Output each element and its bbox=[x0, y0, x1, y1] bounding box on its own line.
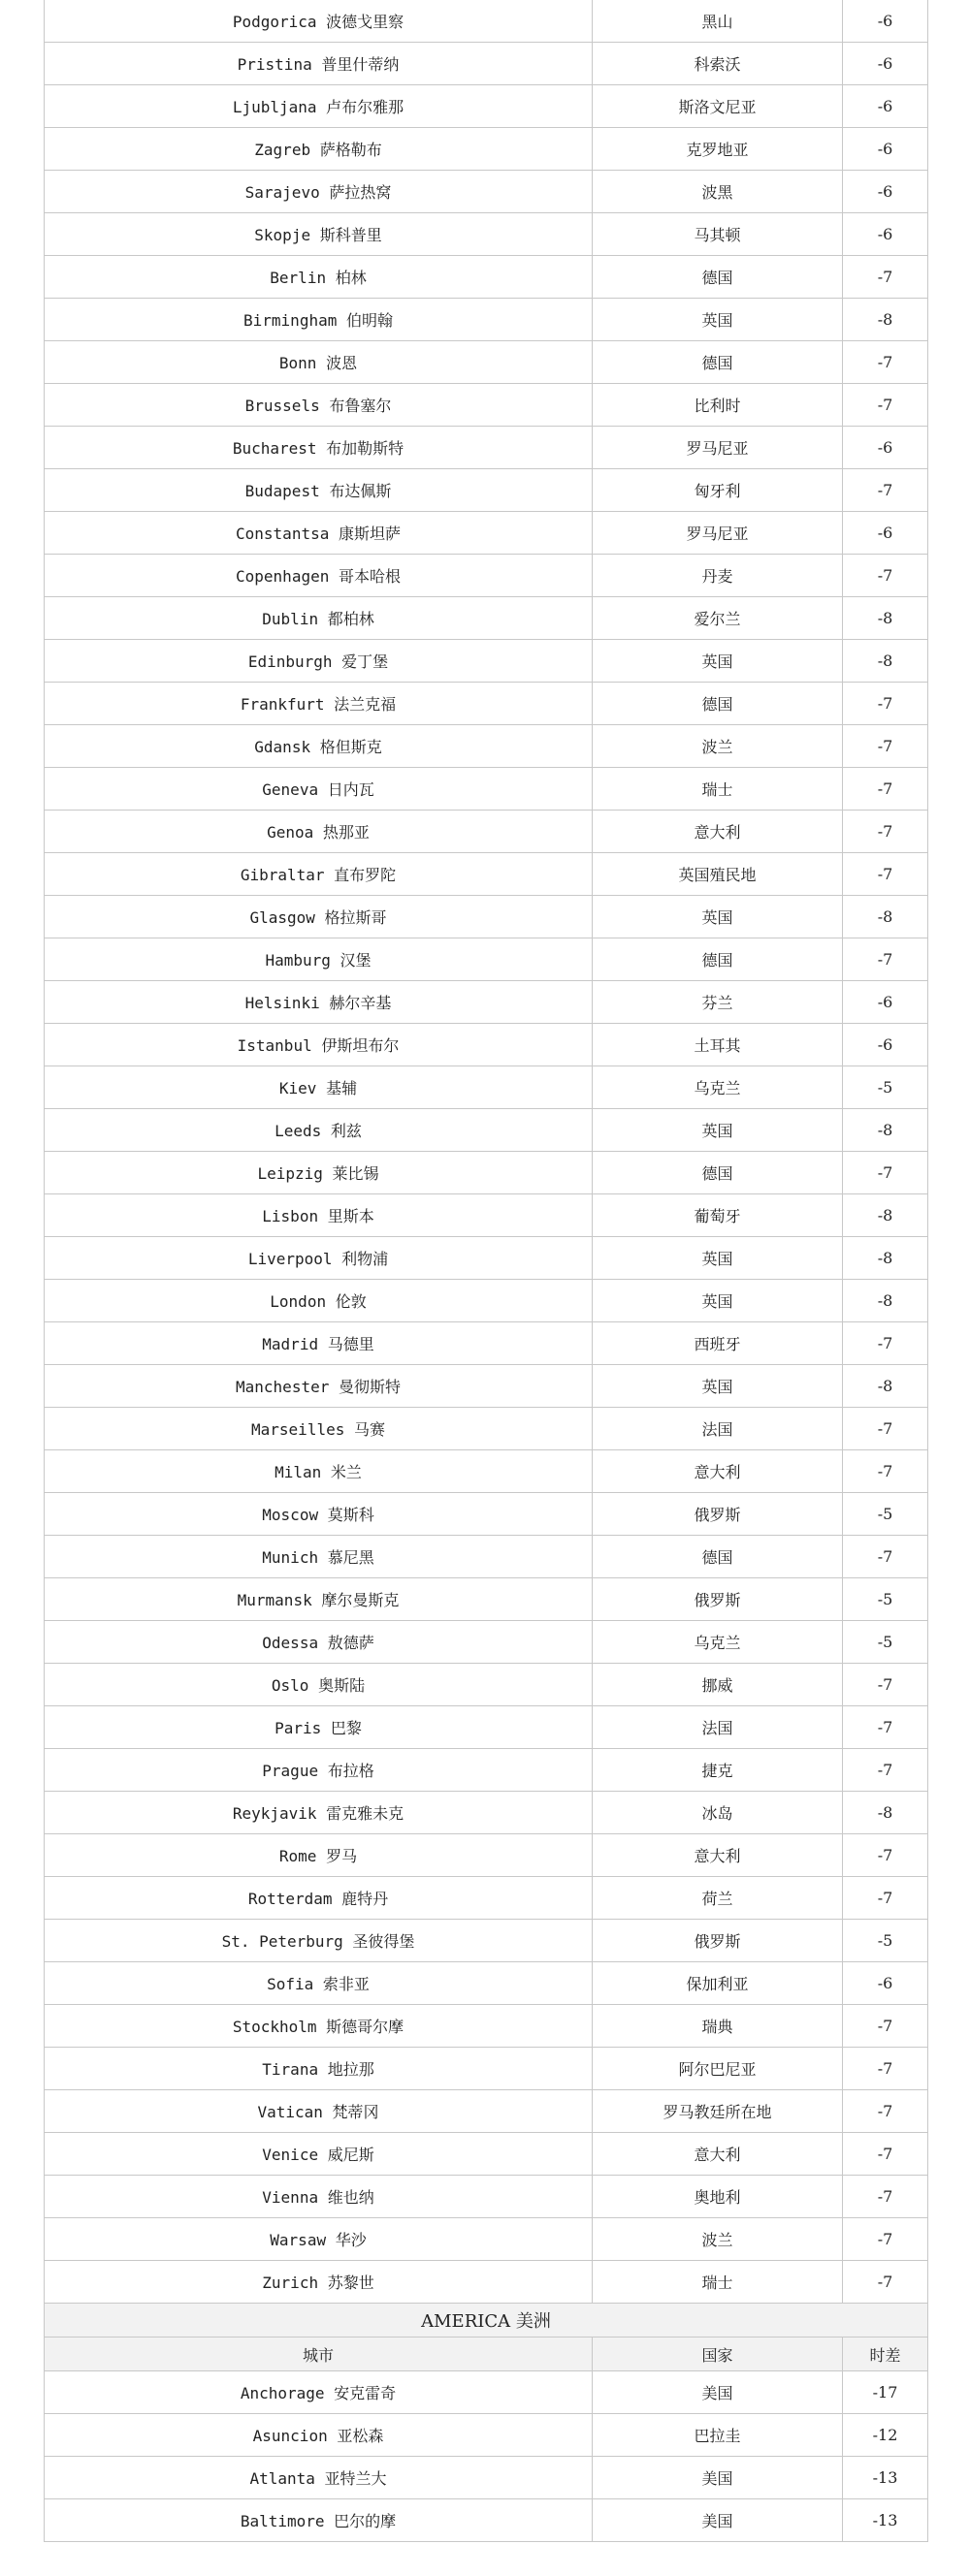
city-cell: Sarajevo 萨拉热窝 bbox=[45, 171, 593, 213]
city-cell: Liverpool 利物浦 bbox=[45, 1237, 593, 1280]
country-cell: 丹麦 bbox=[593, 555, 843, 597]
time-diff-cell: -7 bbox=[843, 1408, 928, 1450]
table-row bbox=[45, 1493, 928, 1536]
city-cell: Leipzig 莱比锡 bbox=[45, 1152, 593, 1194]
time-diff-cell: -7 bbox=[843, 725, 928, 768]
header-city: 城市 bbox=[45, 2337, 593, 2371]
city-cell: Podgorica 波德戈里察 bbox=[45, 0, 593, 43]
table-row bbox=[45, 43, 928, 85]
time-diff-cell: -5 bbox=[843, 1066, 928, 1109]
table-row bbox=[45, 427, 928, 469]
country-cell: 瑞士 bbox=[593, 768, 843, 811]
time-diff-cell: -6 bbox=[843, 981, 928, 1024]
city-cell: Birmingham 伯明翰 bbox=[45, 299, 593, 341]
country-cell: 保加利亚 bbox=[593, 1962, 843, 2005]
country-cell: 挪威 bbox=[593, 1664, 843, 1706]
country-cell: 波兰 bbox=[593, 725, 843, 768]
time-diff-cell: -8 bbox=[843, 1237, 928, 1280]
city-cell: Lisbon 里斯本 bbox=[45, 1194, 593, 1237]
table-row bbox=[45, 1706, 928, 1749]
table-row bbox=[45, 768, 928, 811]
table-row bbox=[45, 1920, 928, 1962]
country-cell: 斯洛文尼亚 bbox=[593, 85, 843, 128]
country-cell: 英国殖民地 bbox=[593, 853, 843, 896]
country-cell: 英国 bbox=[593, 896, 843, 938]
city-cell: Anchorage 安克雷奇 bbox=[45, 2371, 593, 2414]
city-cell: Edinburgh 爱丁堡 bbox=[45, 640, 593, 683]
table-row bbox=[45, 1536, 928, 1578]
column-header-row bbox=[45, 2337, 928, 2371]
country-cell: 意大利 bbox=[593, 1450, 843, 1493]
country-cell: 马其顿 bbox=[593, 213, 843, 256]
country-cell: 瑞典 bbox=[593, 2005, 843, 2048]
time-diff-cell: -6 bbox=[843, 1024, 928, 1066]
city-cell: Zurich 苏黎世 bbox=[45, 2261, 593, 2304]
section-title: AMERICA 美洲 bbox=[45, 2304, 928, 2337]
country-cell: 波黑 bbox=[593, 171, 843, 213]
table-row bbox=[45, 1237, 928, 1280]
time-diff-cell: -7 bbox=[843, 341, 928, 384]
time-diff-cell: -7 bbox=[843, 1536, 928, 1578]
country-cell: 爱尔兰 bbox=[593, 597, 843, 640]
city-cell: Bucharest 布加勒斯特 bbox=[45, 427, 593, 469]
city-cell: London 伦敦 bbox=[45, 1280, 593, 1322]
table-row bbox=[45, 1024, 928, 1066]
city-cell: Zagreb 萨格勒布 bbox=[45, 128, 593, 171]
table-row bbox=[45, 341, 928, 384]
table-row bbox=[45, 256, 928, 299]
country-cell: 芬兰 bbox=[593, 981, 843, 1024]
city-cell: Brussels 布鲁塞尔 bbox=[45, 384, 593, 427]
time-diff-cell: -7 bbox=[843, 1664, 928, 1706]
table-row bbox=[45, 2371, 928, 2414]
time-diff-cell: -6 bbox=[843, 1962, 928, 2005]
time-diff-cell: -7 bbox=[843, 2090, 928, 2133]
table-row bbox=[45, 1664, 928, 1706]
time-diff-cell: -8 bbox=[843, 1109, 928, 1152]
america-header-group bbox=[45, 2304, 928, 2371]
header-country: 国家 bbox=[593, 2337, 843, 2371]
city-cell: Munich 慕尼黑 bbox=[45, 1536, 593, 1578]
table-row bbox=[45, 1152, 928, 1194]
table-row bbox=[45, 1408, 928, 1450]
country-cell: 克罗地亚 bbox=[593, 128, 843, 171]
city-cell: Warsaw 华沙 bbox=[45, 2218, 593, 2261]
country-cell: 奥地利 bbox=[593, 2176, 843, 2218]
city-cell: Marseilles 马赛 bbox=[45, 1408, 593, 1450]
time-diff-cell: -5 bbox=[843, 1621, 928, 1664]
country-cell: 意大利 bbox=[593, 811, 843, 853]
city-cell: Venice 威尼斯 bbox=[45, 2133, 593, 2176]
time-diff-cell: -7 bbox=[843, 853, 928, 896]
time-diff-cell: -8 bbox=[843, 597, 928, 640]
table-row bbox=[45, 938, 928, 981]
country-cell: 罗马尼亚 bbox=[593, 512, 843, 555]
country-cell: 俄罗斯 bbox=[593, 1578, 843, 1621]
city-cell: Stockholm 斯德哥尔摩 bbox=[45, 2005, 593, 2048]
america-rows bbox=[45, 2371, 928, 2542]
city-cell: St. Peterburg 圣彼得堡 bbox=[45, 1920, 593, 1962]
city-cell: Baltimore 巴尔的摩 bbox=[45, 2499, 593, 2542]
table-row bbox=[45, 683, 928, 725]
city-cell: Genoa 热那亚 bbox=[45, 811, 593, 853]
country-cell: 美国 bbox=[593, 2499, 843, 2542]
table-row bbox=[45, 1962, 928, 2005]
time-diff-cell: -7 bbox=[843, 1450, 928, 1493]
country-cell: 科索沃 bbox=[593, 43, 843, 85]
table-row bbox=[45, 896, 928, 938]
city-cell: Kiev 基辅 bbox=[45, 1066, 593, 1109]
time-diff-cell: -7 bbox=[843, 1706, 928, 1749]
country-cell: 罗马教廷所在地 bbox=[593, 2090, 843, 2133]
city-cell: Leeds 利兹 bbox=[45, 1109, 593, 1152]
time-diff-cell: -7 bbox=[843, 1749, 928, 1792]
table-row bbox=[45, 2005, 928, 2048]
table-row bbox=[45, 1749, 928, 1792]
table-row bbox=[45, 1450, 928, 1493]
table-row bbox=[45, 1066, 928, 1109]
country-cell: 瑞士 bbox=[593, 2261, 843, 2304]
country-cell: 英国 bbox=[593, 640, 843, 683]
time-diff-cell: -8 bbox=[843, 640, 928, 683]
time-diff-cell: -7 bbox=[843, 2261, 928, 2304]
time-diff-cell: -6 bbox=[843, 512, 928, 555]
time-diff-cell: -8 bbox=[843, 1194, 928, 1237]
country-cell: 土耳其 bbox=[593, 1024, 843, 1066]
country-cell: 罗马尼亚 bbox=[593, 427, 843, 469]
table-row bbox=[45, 213, 928, 256]
country-cell: 俄罗斯 bbox=[593, 1920, 843, 1962]
city-cell: Constantsa 康斯坦萨 bbox=[45, 512, 593, 555]
time-diff-cell: -6 bbox=[843, 0, 928, 43]
city-cell: Oslo 奥斯陆 bbox=[45, 1664, 593, 1706]
city-cell: Vatican 梵蒂冈 bbox=[45, 2090, 593, 2133]
time-diff-cell: -7 bbox=[843, 384, 928, 427]
city-cell: Murmansk 摩尔曼斯克 bbox=[45, 1578, 593, 1621]
country-cell: 西班牙 bbox=[593, 1322, 843, 1365]
table-row bbox=[45, 1792, 928, 1834]
city-cell: Frankfurt 法兰克福 bbox=[45, 683, 593, 725]
city-cell: Asuncion 亚松森 bbox=[45, 2414, 593, 2457]
country-cell: 乌克兰 bbox=[593, 1621, 843, 1664]
time-diff-cell: -7 bbox=[843, 683, 928, 725]
time-diff-cell: -5 bbox=[843, 1920, 928, 1962]
city-cell: Berlin 柏林 bbox=[45, 256, 593, 299]
time-diff-cell: -7 bbox=[843, 2005, 928, 2048]
table-row bbox=[45, 2133, 928, 2176]
city-cell: Copenhagen 哥本哈根 bbox=[45, 555, 593, 597]
country-cell: 英国 bbox=[593, 299, 843, 341]
europe-rows bbox=[45, 0, 928, 2304]
country-cell: 英国 bbox=[593, 1109, 843, 1152]
city-cell: Glasgow 格拉斯哥 bbox=[45, 896, 593, 938]
country-cell: 巴拉圭 bbox=[593, 2414, 843, 2457]
table-row bbox=[45, 512, 928, 555]
city-cell: Moscow 莫斯科 bbox=[45, 1493, 593, 1536]
table-row bbox=[45, 725, 928, 768]
city-cell: Gdansk 格但斯克 bbox=[45, 725, 593, 768]
time-diff-cell: -6 bbox=[843, 128, 928, 171]
country-cell: 乌克兰 bbox=[593, 1066, 843, 1109]
city-cell: Tirana 地拉那 bbox=[45, 2048, 593, 2090]
time-diff-cell: -12 bbox=[843, 2414, 928, 2457]
city-cell: Rome 罗马 bbox=[45, 1834, 593, 1877]
header-diff: 时差 bbox=[843, 2337, 928, 2371]
table-row bbox=[45, 555, 928, 597]
time-diff-cell: -13 bbox=[843, 2499, 928, 2542]
table-row bbox=[45, 597, 928, 640]
city-cell: Skopje 斯科普里 bbox=[45, 213, 593, 256]
country-cell: 美国 bbox=[593, 2457, 843, 2499]
table-row bbox=[45, 853, 928, 896]
city-cell: Rotterdam 鹿特丹 bbox=[45, 1877, 593, 1920]
city-cell: Ljubljana 卢布尔雅那 bbox=[45, 85, 593, 128]
country-cell: 阿尔巴尼亚 bbox=[593, 2048, 843, 2090]
table-row bbox=[45, 981, 928, 1024]
country-cell: 俄罗斯 bbox=[593, 1493, 843, 1536]
table-row bbox=[45, 2048, 928, 2090]
time-diff-cell: -7 bbox=[843, 2048, 928, 2090]
table-row bbox=[45, 2176, 928, 2218]
table-row bbox=[45, 2261, 928, 2304]
time-diff-cell: -7 bbox=[843, 1322, 928, 1365]
table-row bbox=[45, 811, 928, 853]
city-cell: Madrid 马德里 bbox=[45, 1322, 593, 1365]
country-cell: 英国 bbox=[593, 1237, 843, 1280]
time-diff-cell: -5 bbox=[843, 1578, 928, 1621]
country-cell: 冰岛 bbox=[593, 1792, 843, 1834]
city-cell: Gibraltar 直布罗陀 bbox=[45, 853, 593, 896]
table-row bbox=[45, 2457, 928, 2499]
time-diff-cell: -17 bbox=[843, 2371, 928, 2414]
time-diff-cell: -8 bbox=[843, 1792, 928, 1834]
time-diff-cell: -7 bbox=[843, 2176, 928, 2218]
country-cell: 葡萄牙 bbox=[593, 1194, 843, 1237]
time-diff-cell: -7 bbox=[843, 555, 928, 597]
country-cell: 德国 bbox=[593, 1536, 843, 1578]
city-cell: Reykjavik 雷克雅未克 bbox=[45, 1792, 593, 1834]
city-cell: Helsinki 赫尔辛基 bbox=[45, 981, 593, 1024]
time-diff-cell: -6 bbox=[843, 171, 928, 213]
country-cell: 英国 bbox=[593, 1280, 843, 1322]
table-row bbox=[45, 1194, 928, 1237]
country-cell: 意大利 bbox=[593, 2133, 843, 2176]
table-row bbox=[45, 2499, 928, 2542]
time-diff-cell: -7 bbox=[843, 469, 928, 512]
table-row bbox=[45, 171, 928, 213]
time-diff-cell: -13 bbox=[843, 2457, 928, 2499]
city-cell: Odessa 敖德萨 bbox=[45, 1621, 593, 1664]
country-cell: 德国 bbox=[593, 341, 843, 384]
city-cell: Atlanta 亚特兰大 bbox=[45, 2457, 593, 2499]
country-cell: 英国 bbox=[593, 1365, 843, 1408]
country-cell: 德国 bbox=[593, 683, 843, 725]
country-cell: 波兰 bbox=[593, 2218, 843, 2261]
city-cell: Prague 布拉格 bbox=[45, 1749, 593, 1792]
country-cell: 荷兰 bbox=[593, 1877, 843, 1920]
city-cell: Milan 米兰 bbox=[45, 1450, 593, 1493]
country-cell: 匈牙利 bbox=[593, 469, 843, 512]
table-row bbox=[45, 1578, 928, 1621]
city-cell: Dublin 都柏林 bbox=[45, 597, 593, 640]
city-cell: Hamburg 汉堡 bbox=[45, 938, 593, 981]
country-cell: 比利时 bbox=[593, 384, 843, 427]
table-row bbox=[45, 299, 928, 341]
city-cell: Sofia 索非亚 bbox=[45, 1962, 593, 2005]
table-row bbox=[45, 1877, 928, 1920]
time-diff-cell: -5 bbox=[843, 1493, 928, 1536]
table-row bbox=[45, 85, 928, 128]
time-diff-cell: -6 bbox=[843, 427, 928, 469]
country-cell: 法国 bbox=[593, 1706, 843, 1749]
city-cell: Vienna 维也纳 bbox=[45, 2176, 593, 2218]
country-cell: 德国 bbox=[593, 256, 843, 299]
city-cell: Bonn 波恩 bbox=[45, 341, 593, 384]
country-cell: 捷克 bbox=[593, 1749, 843, 1792]
table-row bbox=[45, 640, 928, 683]
country-cell: 德国 bbox=[593, 1152, 843, 1194]
table-row bbox=[45, 384, 928, 427]
time-diff-cell: -6 bbox=[843, 85, 928, 128]
time-diff-cell: -6 bbox=[843, 213, 928, 256]
time-diff-cell: -8 bbox=[843, 1365, 928, 1408]
country-cell: 德国 bbox=[593, 938, 843, 981]
time-diff-cell: -7 bbox=[843, 811, 928, 853]
city-cell: Pristina 普里什蒂纳 bbox=[45, 43, 593, 85]
table-row bbox=[45, 1322, 928, 1365]
table-row bbox=[45, 0, 928, 43]
time-diff-cell: -8 bbox=[843, 1280, 928, 1322]
time-diff-cell: -8 bbox=[843, 299, 928, 341]
table-row bbox=[45, 2090, 928, 2133]
country-cell: 法国 bbox=[593, 1408, 843, 1450]
table-row bbox=[45, 1365, 928, 1408]
time-diff-cell: -7 bbox=[843, 2218, 928, 2261]
city-cell: Geneva 日内瓦 bbox=[45, 768, 593, 811]
time-diff-cell: -7 bbox=[843, 256, 928, 299]
time-diff-cell: -7 bbox=[843, 1152, 928, 1194]
table-row bbox=[45, 2218, 928, 2261]
table-row bbox=[45, 1109, 928, 1152]
time-diff-cell: -7 bbox=[843, 1877, 928, 1920]
city-cell: Paris 巴黎 bbox=[45, 1706, 593, 1749]
country-cell: 美国 bbox=[593, 2371, 843, 2414]
time-diff-cell: -6 bbox=[843, 43, 928, 85]
table-row bbox=[45, 1280, 928, 1322]
america-section-row bbox=[45, 2304, 928, 2337]
time-diff-cell: -7 bbox=[843, 768, 928, 811]
time-diff-cell: -7 bbox=[843, 2133, 928, 2176]
city-cell: Budapest 布达佩斯 bbox=[45, 469, 593, 512]
time-diff-cell: -8 bbox=[843, 896, 928, 938]
table-row bbox=[45, 2414, 928, 2457]
city-cell: Manchester 曼彻斯特 bbox=[45, 1365, 593, 1408]
time-diff-cell: -7 bbox=[843, 938, 928, 981]
country-cell: 黑山 bbox=[593, 0, 843, 43]
city-cell: Istanbul 伊斯坦布尔 bbox=[45, 1024, 593, 1066]
country-cell: 意大利 bbox=[593, 1834, 843, 1877]
timezone-table bbox=[44, 0, 928, 2542]
table-row bbox=[45, 128, 928, 171]
time-diff-cell: -7 bbox=[843, 1834, 928, 1877]
table-row bbox=[45, 469, 928, 512]
table-row bbox=[45, 1621, 928, 1664]
table-row bbox=[45, 1834, 928, 1877]
